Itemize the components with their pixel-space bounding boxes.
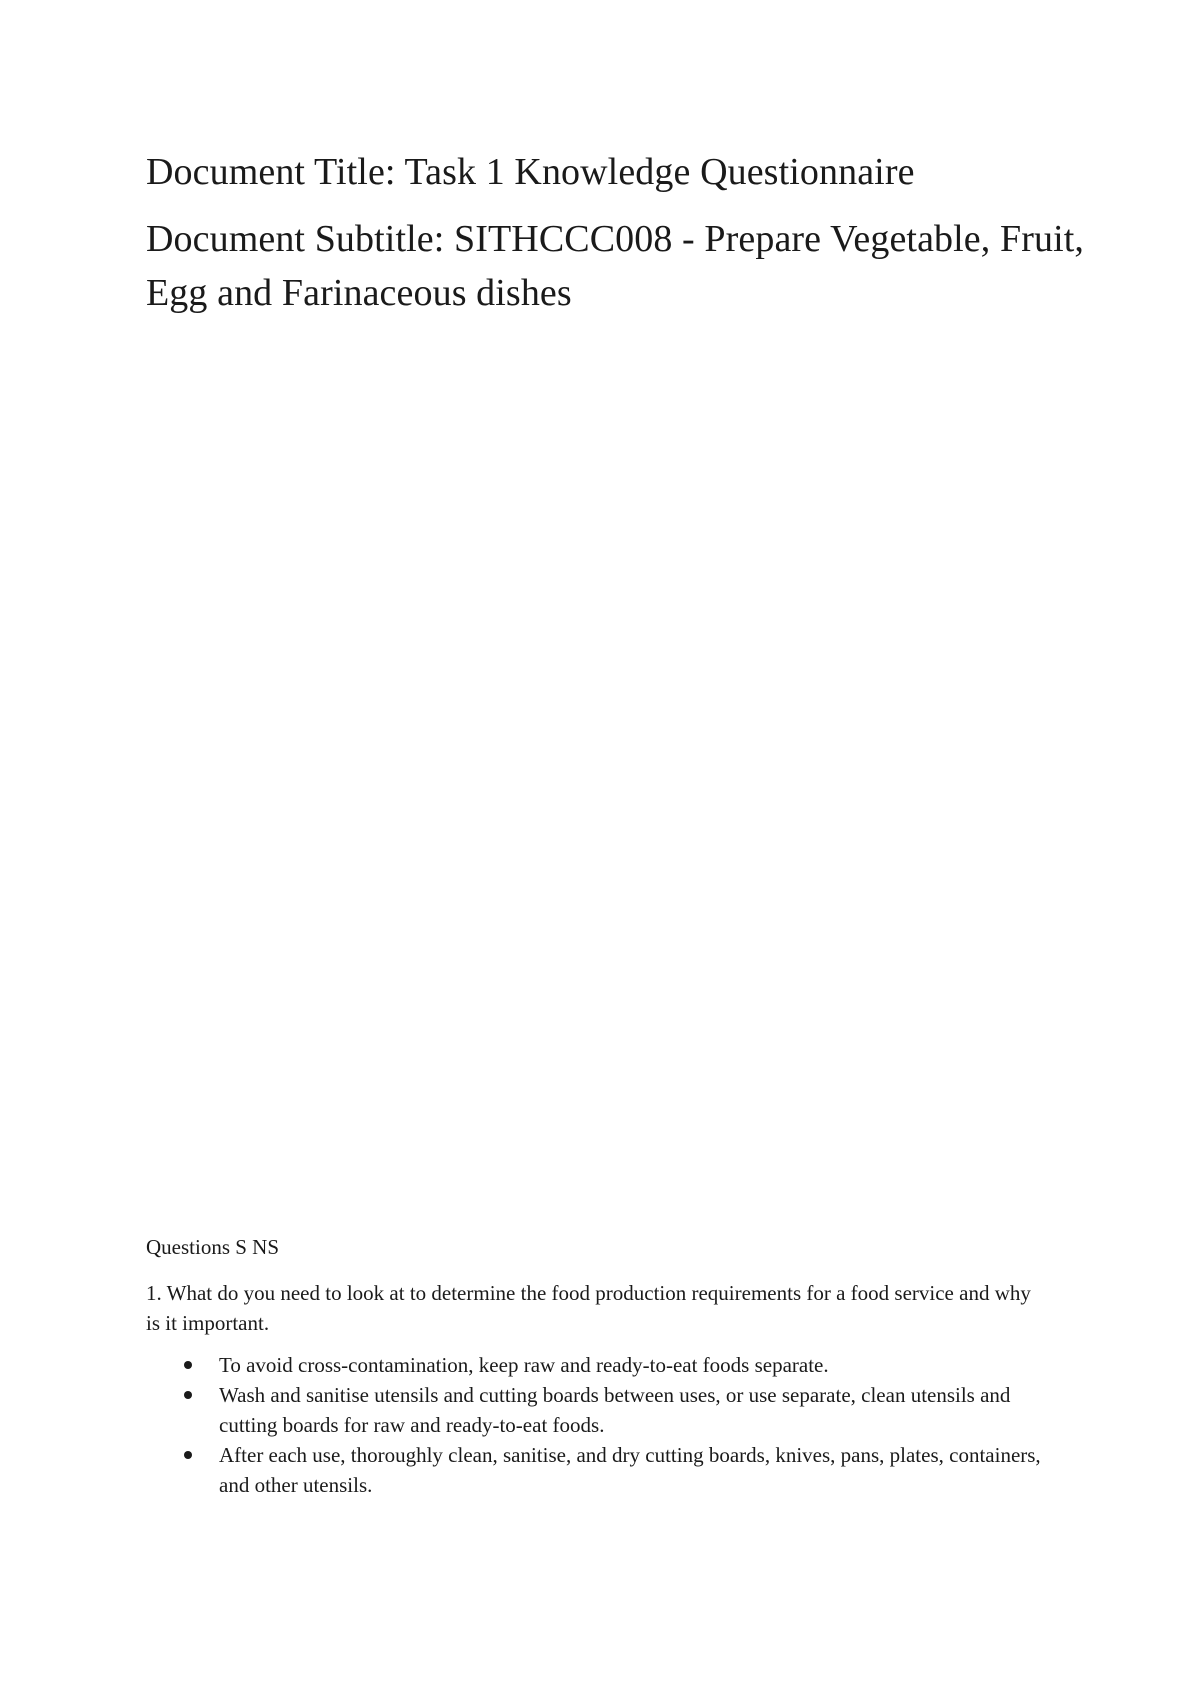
- answer-list: [146, 1350, 1066, 1500]
- answer-text: To avoid cross-contamination, keep raw and ready-to-eat foods separate.: [219, 1353, 829, 1377]
- answer-item: [146, 1440, 1066, 1500]
- bullet-icon: [184, 1451, 192, 1459]
- document-title: Document Title: Task 1 Knowledge Questionnaire: [146, 151, 915, 193]
- questions-header: Questions S NS: [146, 1235, 280, 1259]
- answer-item: [146, 1350, 1066, 1380]
- question-text: 1. What do you need to look at to determine the food production requirements for a food service and why is it important.: [146, 1281, 1031, 1335]
- answer-text: After each use, thoroughly clean, sanitise, and dry cutting boards, knives, pans, plates, containers, and other utensils.: [219, 1443, 1041, 1497]
- answer-text: Wash and sanitise utensils and cutting boards between uses, or use separate, clean utensils and cutting boards for raw and ready-to-eat foods.: [219, 1383, 1011, 1437]
- bullet-icon: [184, 1361, 192, 1369]
- bullet-icon: [184, 1391, 192, 1399]
- answer-item: [146, 1380, 1066, 1440]
- document-subtitle: Document Subtitle: SITHCCC008 - Prepare Vegetable, Fruit, Egg and Farinaceous dishes: [146, 218, 1084, 314]
